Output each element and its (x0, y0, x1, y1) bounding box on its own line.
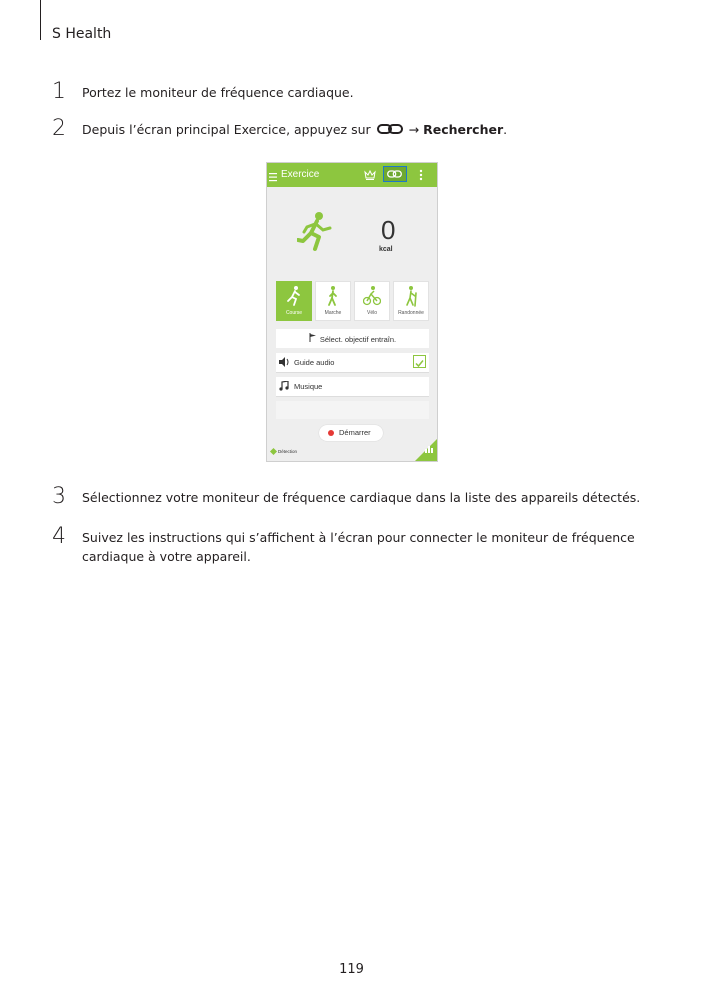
calories-value: 0 (381, 215, 396, 245)
app-title: Exercice (281, 169, 320, 180)
type-cycling[interactable] (354, 281, 390, 321)
step-4 (52, 525, 635, 566)
step-3 (52, 485, 640, 509)
step-number: 3 (52, 484, 66, 509)
app-bar (267, 163, 437, 187)
step-text-line: cardiaque à votre appareil. (82, 549, 251, 564)
type-walking[interactable] (315, 281, 351, 321)
start-button[interactable] (319, 425, 383, 441)
goal-label: Sélect. objectif entraîn. (319, 335, 397, 344)
phone-screenshot (266, 162, 438, 462)
start-label: Démarrer (339, 428, 371, 437)
step-text (82, 117, 507, 140)
menu-icon[interactable] (269, 169, 278, 187)
step-2 (52, 117, 507, 141)
diamond-icon (270, 448, 277, 455)
step-number: 4 (52, 524, 66, 549)
hiking-icon (403, 285, 419, 307)
step-suffix: . (503, 122, 508, 137)
page-number: 119 (339, 962, 364, 977)
more-options-icon[interactable] (419, 168, 423, 186)
audio-guide-checkbox[interactable] (413, 355, 426, 368)
step-number: 2 (52, 116, 66, 141)
cycling-icon (363, 285, 381, 307)
type-label: Marche (324, 310, 342, 316)
type-label: Course (285, 310, 303, 316)
goal-selector[interactable] (276, 329, 429, 348)
record-dot-icon (328, 430, 334, 436)
type-label: Randonnée (398, 310, 424, 316)
section-header: S Health (52, 26, 112, 42)
exercise-type-selector (276, 281, 429, 321)
step-1 (52, 80, 354, 104)
music-row[interactable] (276, 377, 429, 397)
empty-list-area (276, 401, 429, 419)
step-text: Portez le moniteur de fréquence cardiaque. (82, 85, 354, 100)
speaker-icon (279, 357, 290, 367)
bar-chart-icon[interactable] (425, 440, 434, 458)
step-text (82, 525, 635, 566)
step-number: 1 (52, 79, 66, 104)
running-figure-icon (297, 211, 333, 258)
audio-guide-label: Guide audio (294, 358, 335, 367)
music-note-icon (279, 381, 289, 391)
walking-icon (325, 285, 341, 307)
detection-indicator[interactable] (271, 449, 297, 454)
detection-label: Détection (278, 449, 298, 454)
step-text-line: Suivez les instructions qui s’affichent à l’écran pour connecter le moniteur de fréquence (82, 530, 635, 545)
type-running[interactable] (276, 281, 312, 321)
header-rule (40, 0, 41, 40)
crown-icon[interactable] (364, 168, 376, 186)
step-bold-term: Rechercher (423, 122, 504, 137)
step-text: Sélectionnez votre moniteur de fréquence cardiaque dans la liste des appareils détectés. (82, 490, 641, 505)
type-label: Vélo (366, 310, 377, 316)
checkmark-icon (414, 358, 425, 369)
calories-unit: kcal (379, 246, 393, 253)
arrow: → (408, 122, 420, 137)
step-text-prefix: Depuis l’écran principal Exercice, appuyez sur (82, 122, 371, 137)
running-icon (286, 285, 302, 307)
music-label: Musique (294, 382, 323, 391)
flag-icon (309, 333, 317, 342)
audio-guide-row[interactable] (276, 353, 429, 373)
link-icon (377, 121, 403, 140)
type-hiking[interactable] (393, 281, 429, 321)
search-link-button[interactable] (383, 166, 407, 182)
